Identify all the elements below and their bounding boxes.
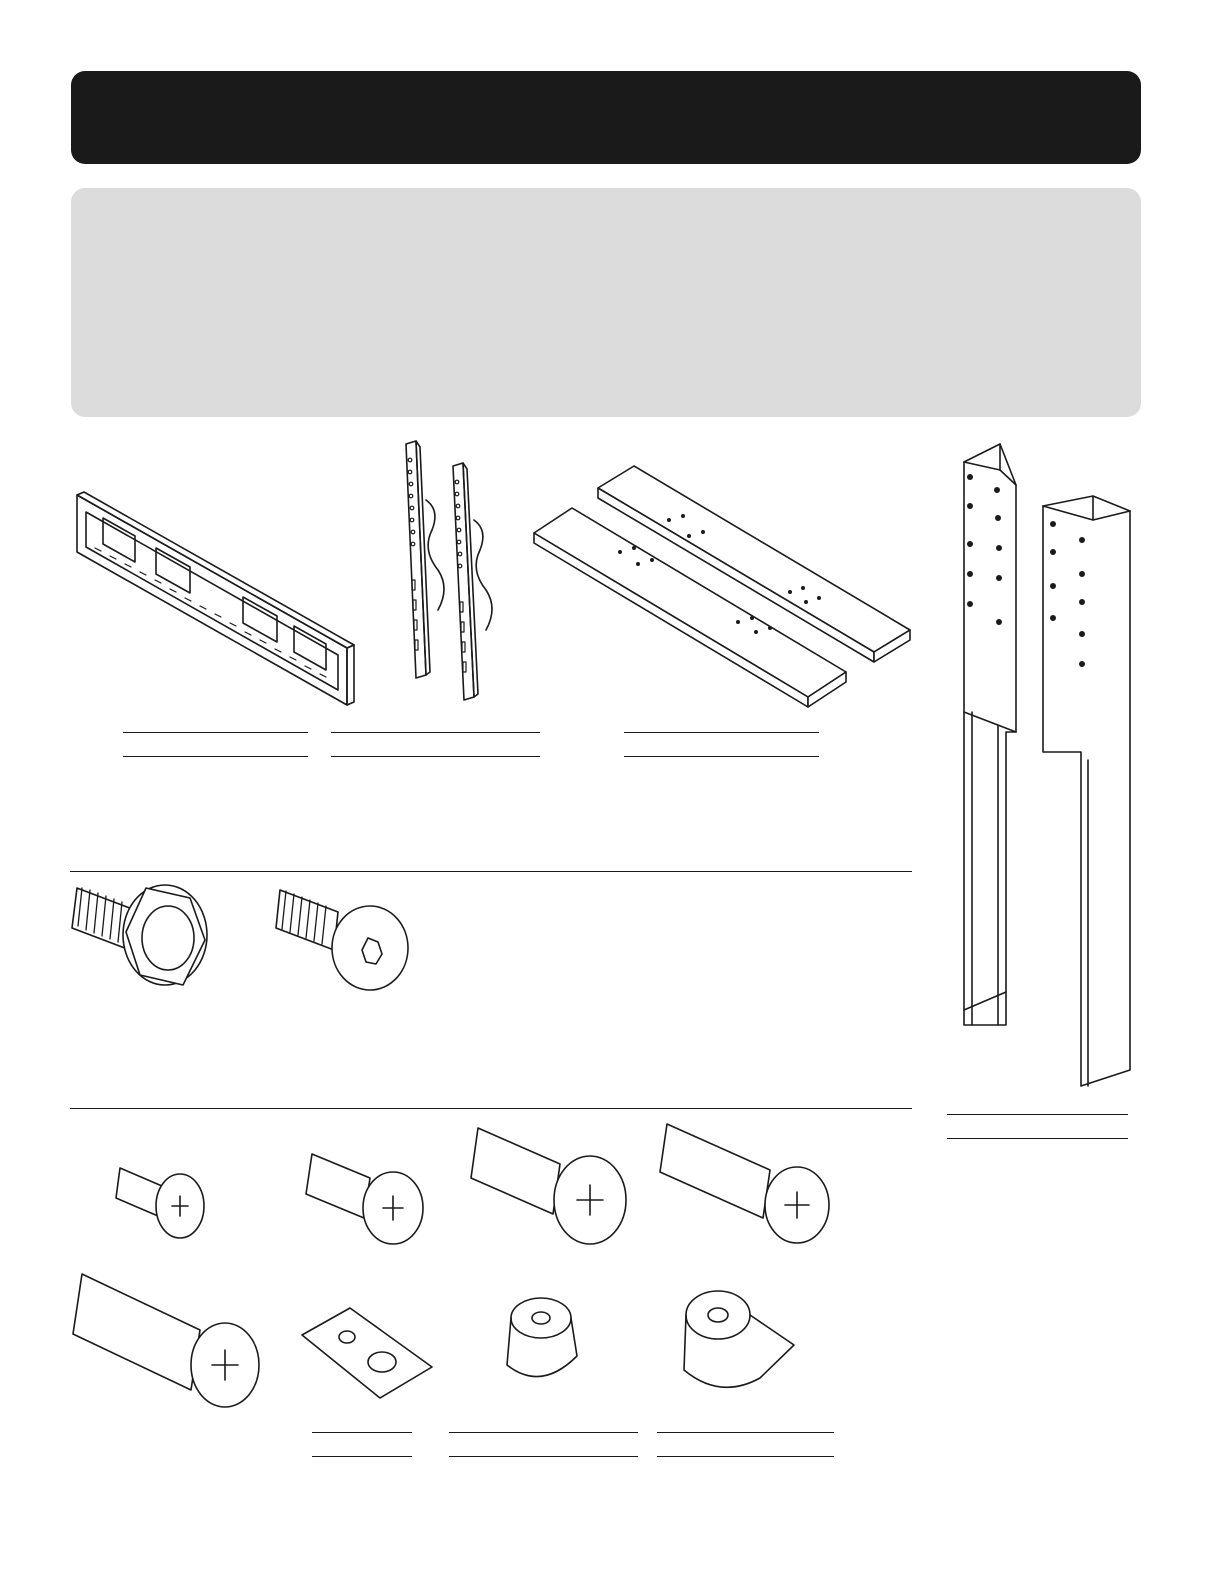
section-divider — [70, 871, 912, 872]
spacer-long-illustration — [684, 1291, 794, 1387]
caption-rule — [657, 1432, 834, 1433]
spacer-bar-pair-illustration — [534, 466, 910, 707]
wall-plate-illustration — [77, 492, 354, 705]
washer-plate-illustration — [302, 1308, 432, 1398]
caption-rule — [624, 732, 819, 733]
phillips-screw-extra-long-illustration — [73, 1274, 259, 1407]
extension-arm-pair-illustration — [964, 444, 1130, 1086]
caption-rule — [312, 1432, 412, 1433]
caption-rule — [947, 1114, 1128, 1115]
phillips-screw-long-illustration — [660, 1124, 829, 1243]
phillips-screw-short-illustration — [116, 1168, 204, 1238]
caption-rule — [947, 1138, 1128, 1139]
spacer-short-illustration — [507, 1298, 577, 1377]
caption-rule — [123, 732, 308, 733]
phillips-screw-medium-illustration — [306, 1154, 423, 1244]
caption-rule — [123, 756, 308, 757]
phillips-screw-large-illustration — [471, 1128, 626, 1244]
caption-rule — [624, 756, 819, 757]
caption-rule — [657, 1456, 834, 1457]
caption-rule — [331, 756, 540, 757]
vertical-bracket-pair-illustration — [406, 441, 492, 700]
hex-socket-screw-illustration — [276, 890, 408, 990]
caption-rule — [331, 732, 540, 733]
caption-rule — [449, 1456, 638, 1457]
section-divider — [70, 1108, 912, 1109]
caption-rule — [449, 1432, 638, 1433]
hex-flange-bolt-illustration — [72, 885, 207, 985]
caption-rule — [312, 1456, 412, 1457]
